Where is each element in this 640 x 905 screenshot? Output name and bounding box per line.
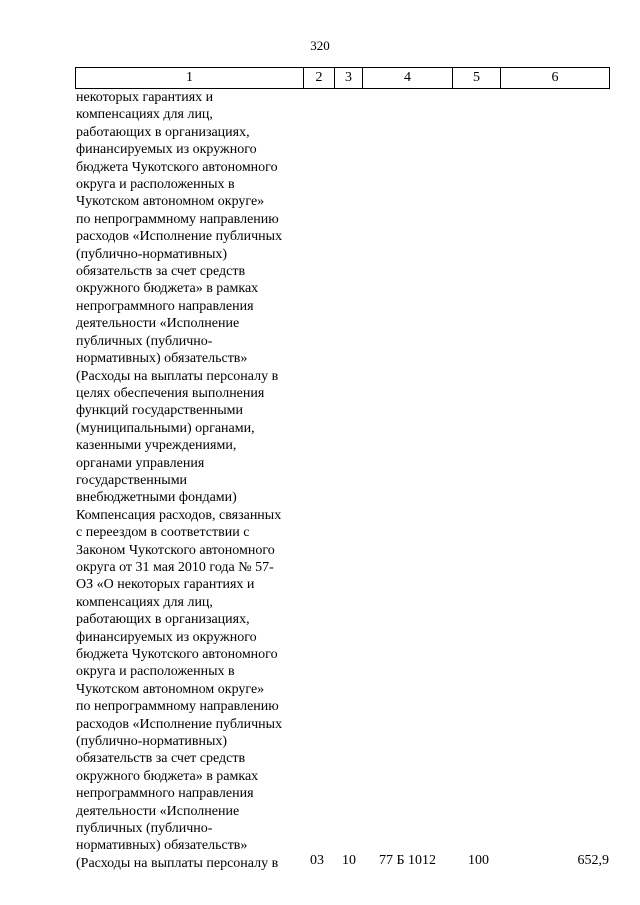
text-line: непрограммного направления bbox=[76, 298, 254, 314]
value-amount: 652,9 bbox=[577, 853, 609, 868]
text-line: казенными учреждениями, bbox=[76, 438, 237, 454]
value-target-article: 77 Б 1012 bbox=[379, 853, 437, 868]
text-line: окружного бюджета» в рамках bbox=[76, 768, 259, 784]
page-number: 320 bbox=[310, 38, 330, 53]
text-line: финансируемых из окружного bbox=[76, 629, 257, 645]
text-line: бюджета Чукотского автономного bbox=[76, 647, 278, 662]
text-line: Чукотском автономном округе» bbox=[76, 194, 265, 210]
text-line: публичных (публично- bbox=[76, 333, 213, 349]
text-line: некоторых гарантиях и bbox=[76, 90, 214, 105]
text-line: органами управления bbox=[76, 455, 205, 471]
header-col-2: 2 bbox=[304, 68, 335, 89]
text-line: по непрограммному направлению bbox=[76, 211, 279, 227]
expense-description bbox=[76, 89, 304, 872]
text-line: с переездом в соответствии с bbox=[76, 525, 250, 541]
text-line: внебюджетными фондами) bbox=[76, 490, 237, 506]
text-line: (публично-нормативных) bbox=[76, 734, 228, 750]
header-col-6: 6 bbox=[501, 68, 610, 89]
text-line: по непрограммному направлению bbox=[76, 699, 279, 715]
table-header bbox=[75, 67, 610, 89]
text-line: (муниципальными) органами, bbox=[76, 420, 255, 436]
text-line: округа и расположенных в bbox=[76, 664, 235, 680]
value-expense-type: 100 bbox=[468, 853, 489, 868]
text-line: (публично-нормативных) bbox=[76, 246, 228, 262]
text-line: Чукотском автономном округе» bbox=[76, 681, 265, 697]
text-line: публичных (публично- bbox=[76, 821, 213, 837]
text-line: компенсациях для лиц, bbox=[76, 594, 213, 610]
header-col-5: 5 bbox=[453, 68, 501, 89]
text-line: непрограммного направления bbox=[76, 786, 254, 802]
text-line: расходов «Исполнение публичных bbox=[76, 229, 283, 245]
text-line: обязательств за счет средств bbox=[76, 751, 246, 767]
text-line: (Расходы на выплаты персоналу в bbox=[76, 368, 279, 384]
text-line: Компенсация расходов, связанных bbox=[76, 507, 282, 523]
header-col-1: 1 bbox=[76, 68, 304, 89]
text-line: окружного бюджета» в рамках bbox=[76, 281, 259, 297]
value-section: 03 bbox=[310, 853, 324, 868]
header-row bbox=[76, 68, 610, 89]
text-line: округа и расположенных в bbox=[76, 177, 235, 193]
header-col-4: 4 bbox=[363, 68, 453, 89]
text-line: компенсациях для лиц, bbox=[76, 107, 213, 123]
text-line: нормативных) обязательств» bbox=[76, 838, 248, 854]
text-line: округа от 31 мая 2010 года № 57- bbox=[76, 559, 274, 575]
text-line: ОЗ «О некоторых гарантиях и bbox=[76, 577, 255, 593]
header-col-3: 3 bbox=[335, 68, 363, 89]
value-subsection: 10 bbox=[342, 853, 356, 868]
text-line: работающих в организациях, bbox=[76, 124, 250, 140]
text-line: Законом Чукотского автономного bbox=[76, 542, 275, 558]
text-line: финансируемых из окружного bbox=[76, 142, 257, 158]
text-line: расходов «Исполнение публичных bbox=[76, 716, 283, 732]
text-line: нормативных) обязательств» bbox=[76, 351, 248, 367]
text-line: (Расходы на выплаты персоналу в bbox=[76, 855, 279, 871]
text-line: деятельности «Исполнение bbox=[76, 803, 240, 819]
text-line: целях обеспечения выполнения bbox=[76, 385, 265, 401]
text-line: деятельности «Исполнение bbox=[76, 316, 240, 332]
text-line: бюджета Чукотского автономного bbox=[76, 159, 278, 175]
text-line: государственными bbox=[76, 472, 188, 488]
text-line: функций государственными bbox=[76, 403, 244, 419]
text-line: обязательств за счет средств bbox=[76, 264, 246, 280]
text-line: работающих в организациях, bbox=[76, 612, 250, 628]
